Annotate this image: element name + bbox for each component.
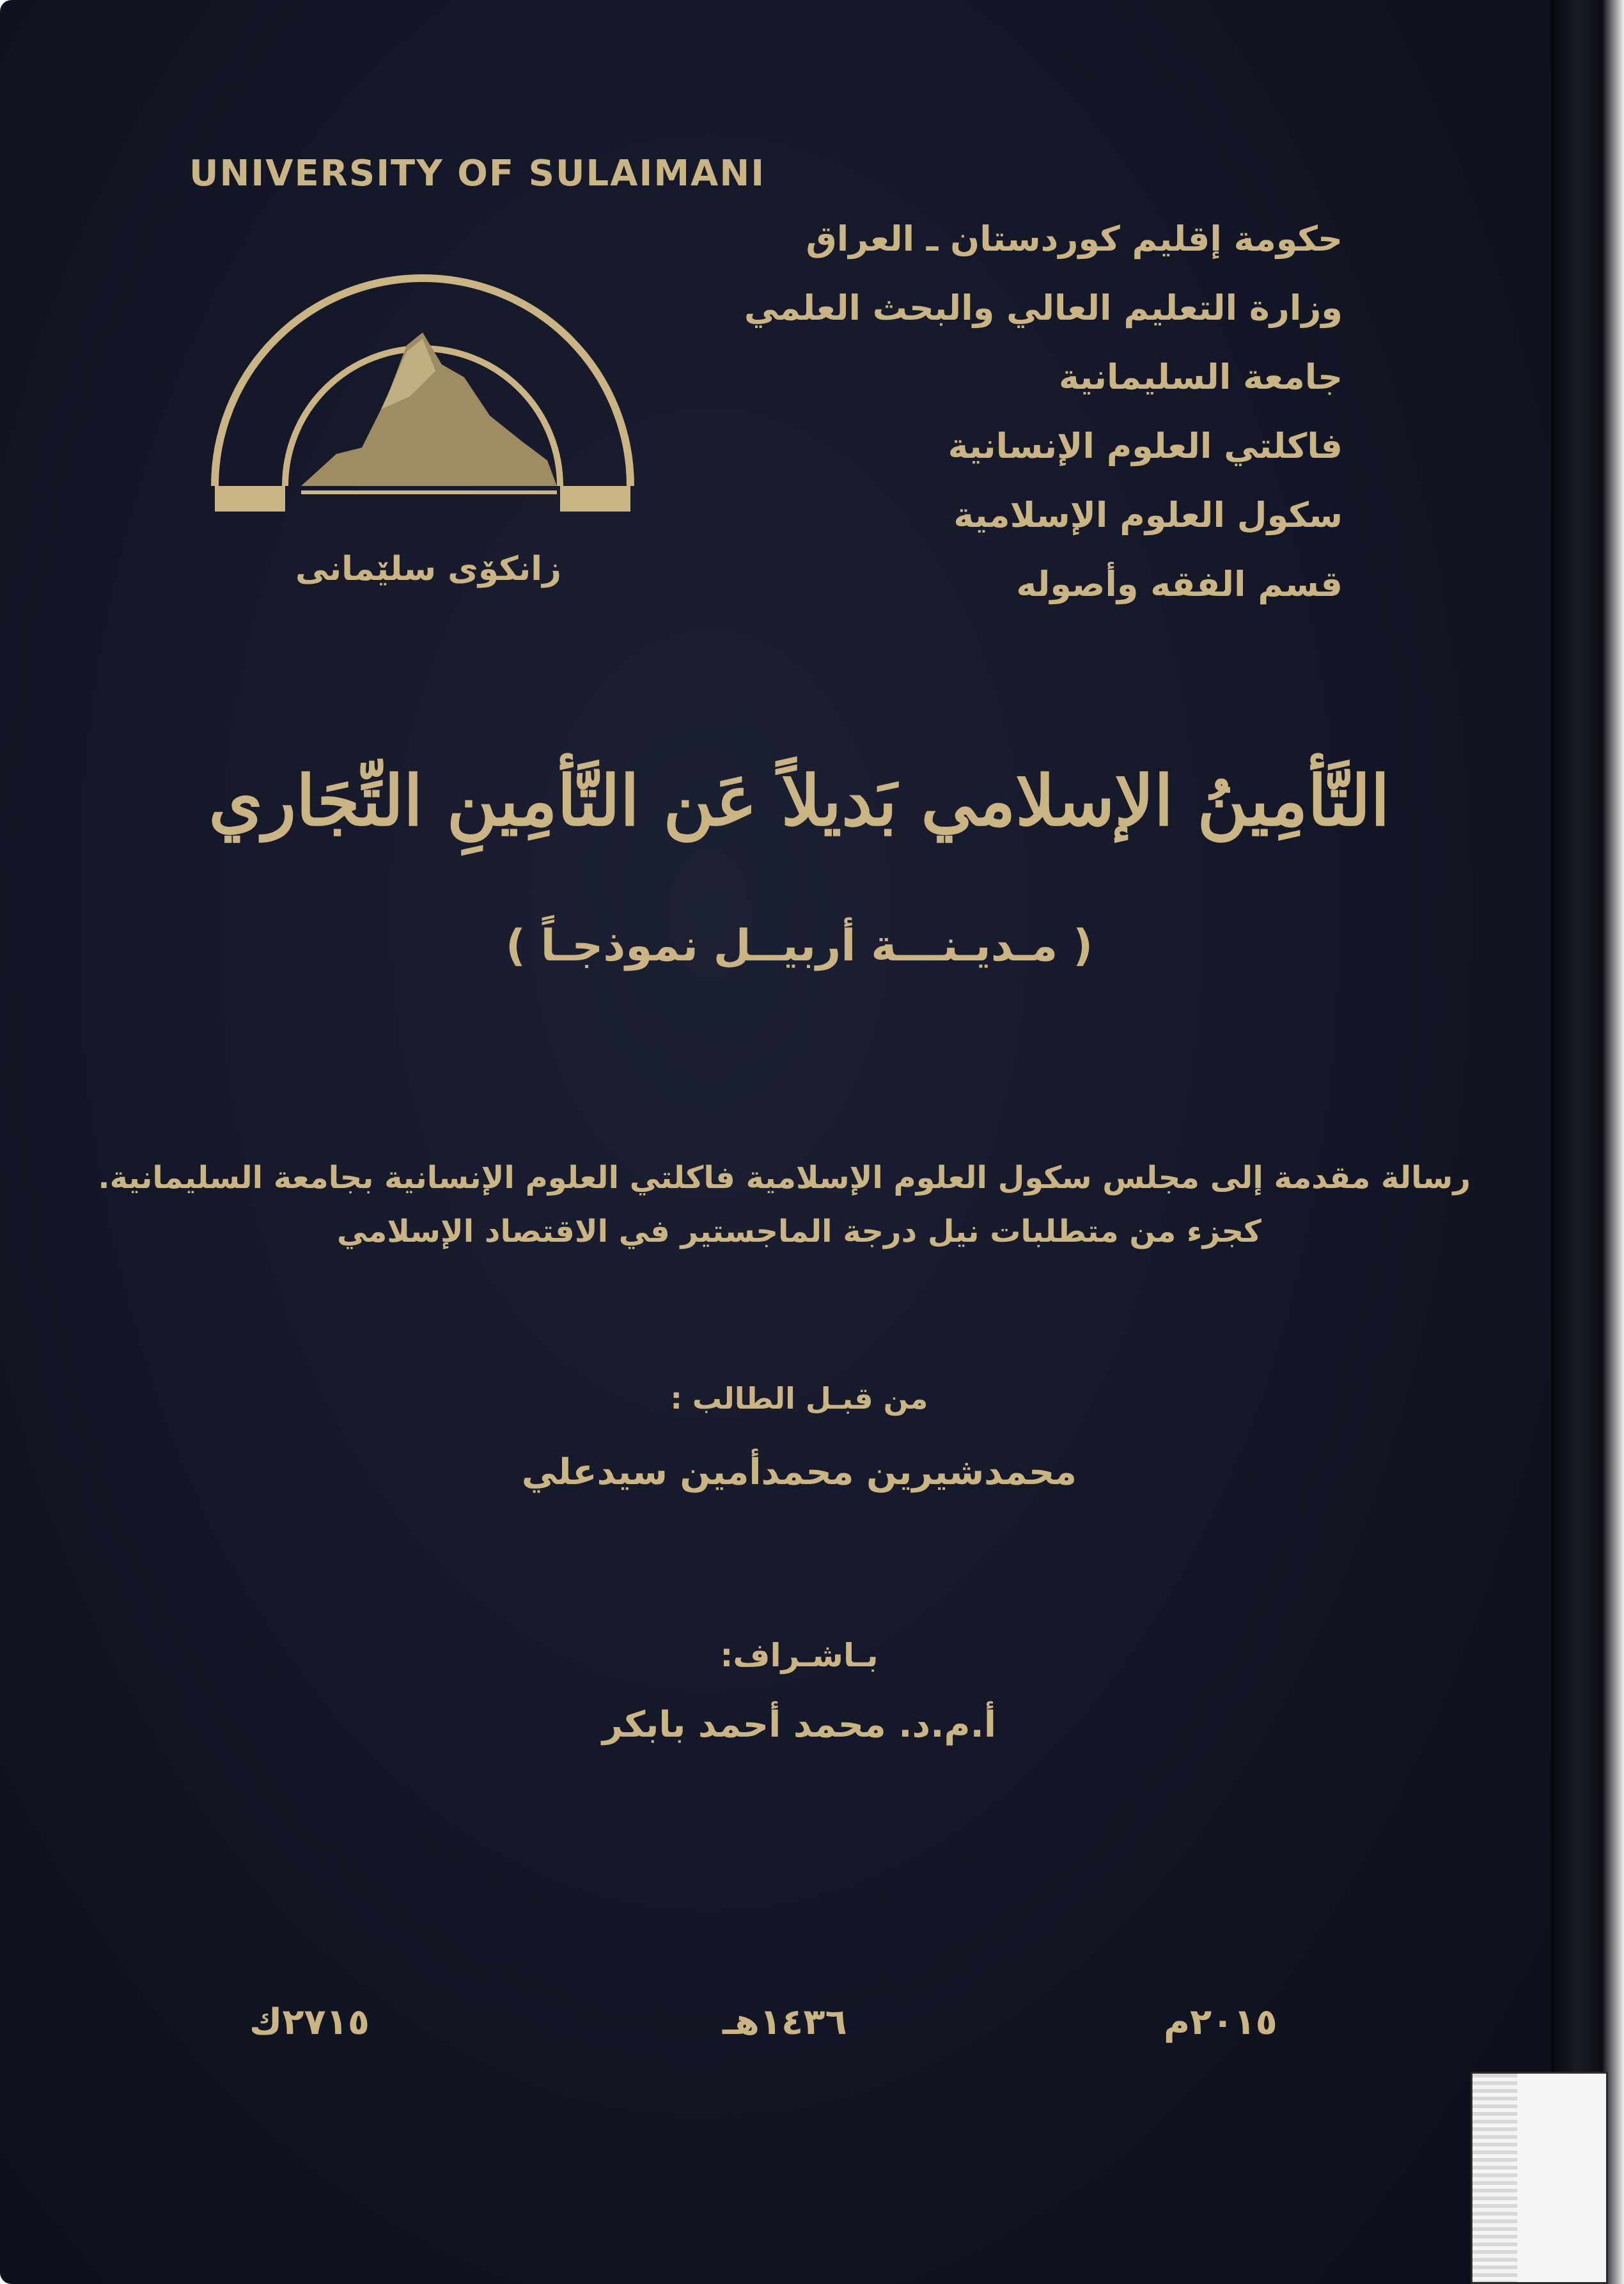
institution-line-department: قسم الفقه وأصوله: [1016, 564, 1343, 604]
student-label: من قبـل الطالب :: [670, 1381, 928, 1416]
thesis-subtitle: ( مـديـنـــة أربيــل نموذجـاً ): [505, 921, 1093, 971]
institution-block: [703, 205, 1343, 619]
seal-arc-text: UNIVERSITY OF SULAIMANI: [189, 153, 766, 194]
submission-statement: [98, 1151, 1471, 1258]
institution-line-faculty: فاكلتي العلوم الإنسانية: [948, 426, 1343, 466]
date-hijri: ١٤٣٦هـ: [722, 2001, 847, 2043]
student-name: محمدشيرين محمدأمين سيدعلي: [521, 1451, 1077, 1493]
supervisor-label: بـاشـراف:: [720, 1637, 878, 1674]
university-seal-icon: [189, 153, 766, 569]
thesis-title: التَّأمِينُ الإسلامي بَديلاً عَن التَّأمِينِ التِّجَاري: [208, 761, 1390, 841]
supervisor-name: أ.م.د. محمد أحمد بابكر: [602, 1704, 997, 1746]
submission-line-1: رسالة مقدمة إلى مجلس سكول العلوم الإسلامية فاكلتي العلوم الإنسانية بجامعة السليمانية.: [98, 1160, 1471, 1196]
institution-line-ministry: وزارة التعليم العالي والبحث العلمي: [744, 288, 1343, 328]
submission-line-2: كجزء من متطلبات نيل درجة الماجستير في الاقتصاد الإسلامي: [337, 1214, 1261, 1249]
date-kurdish: ٢٧١٥ك: [249, 2001, 370, 2043]
library-spine-label: [1471, 2072, 1608, 2284]
spine-label-barcode-icon: [1472, 2074, 1517, 2282]
date-gregorian: ٢٠١٥م: [1164, 2001, 1277, 2043]
seal-caption: زانكۆی سلێمانی: [295, 550, 561, 588]
institution-line-government: حكومة إقليم كوردستان ـ العراق: [806, 219, 1343, 259]
book-spine: [1551, 0, 1624, 2284]
institution-line-university: جامعة السليمانية: [1058, 357, 1343, 397]
institution-line-school: سكول العلوم الإسلامية: [953, 495, 1343, 535]
